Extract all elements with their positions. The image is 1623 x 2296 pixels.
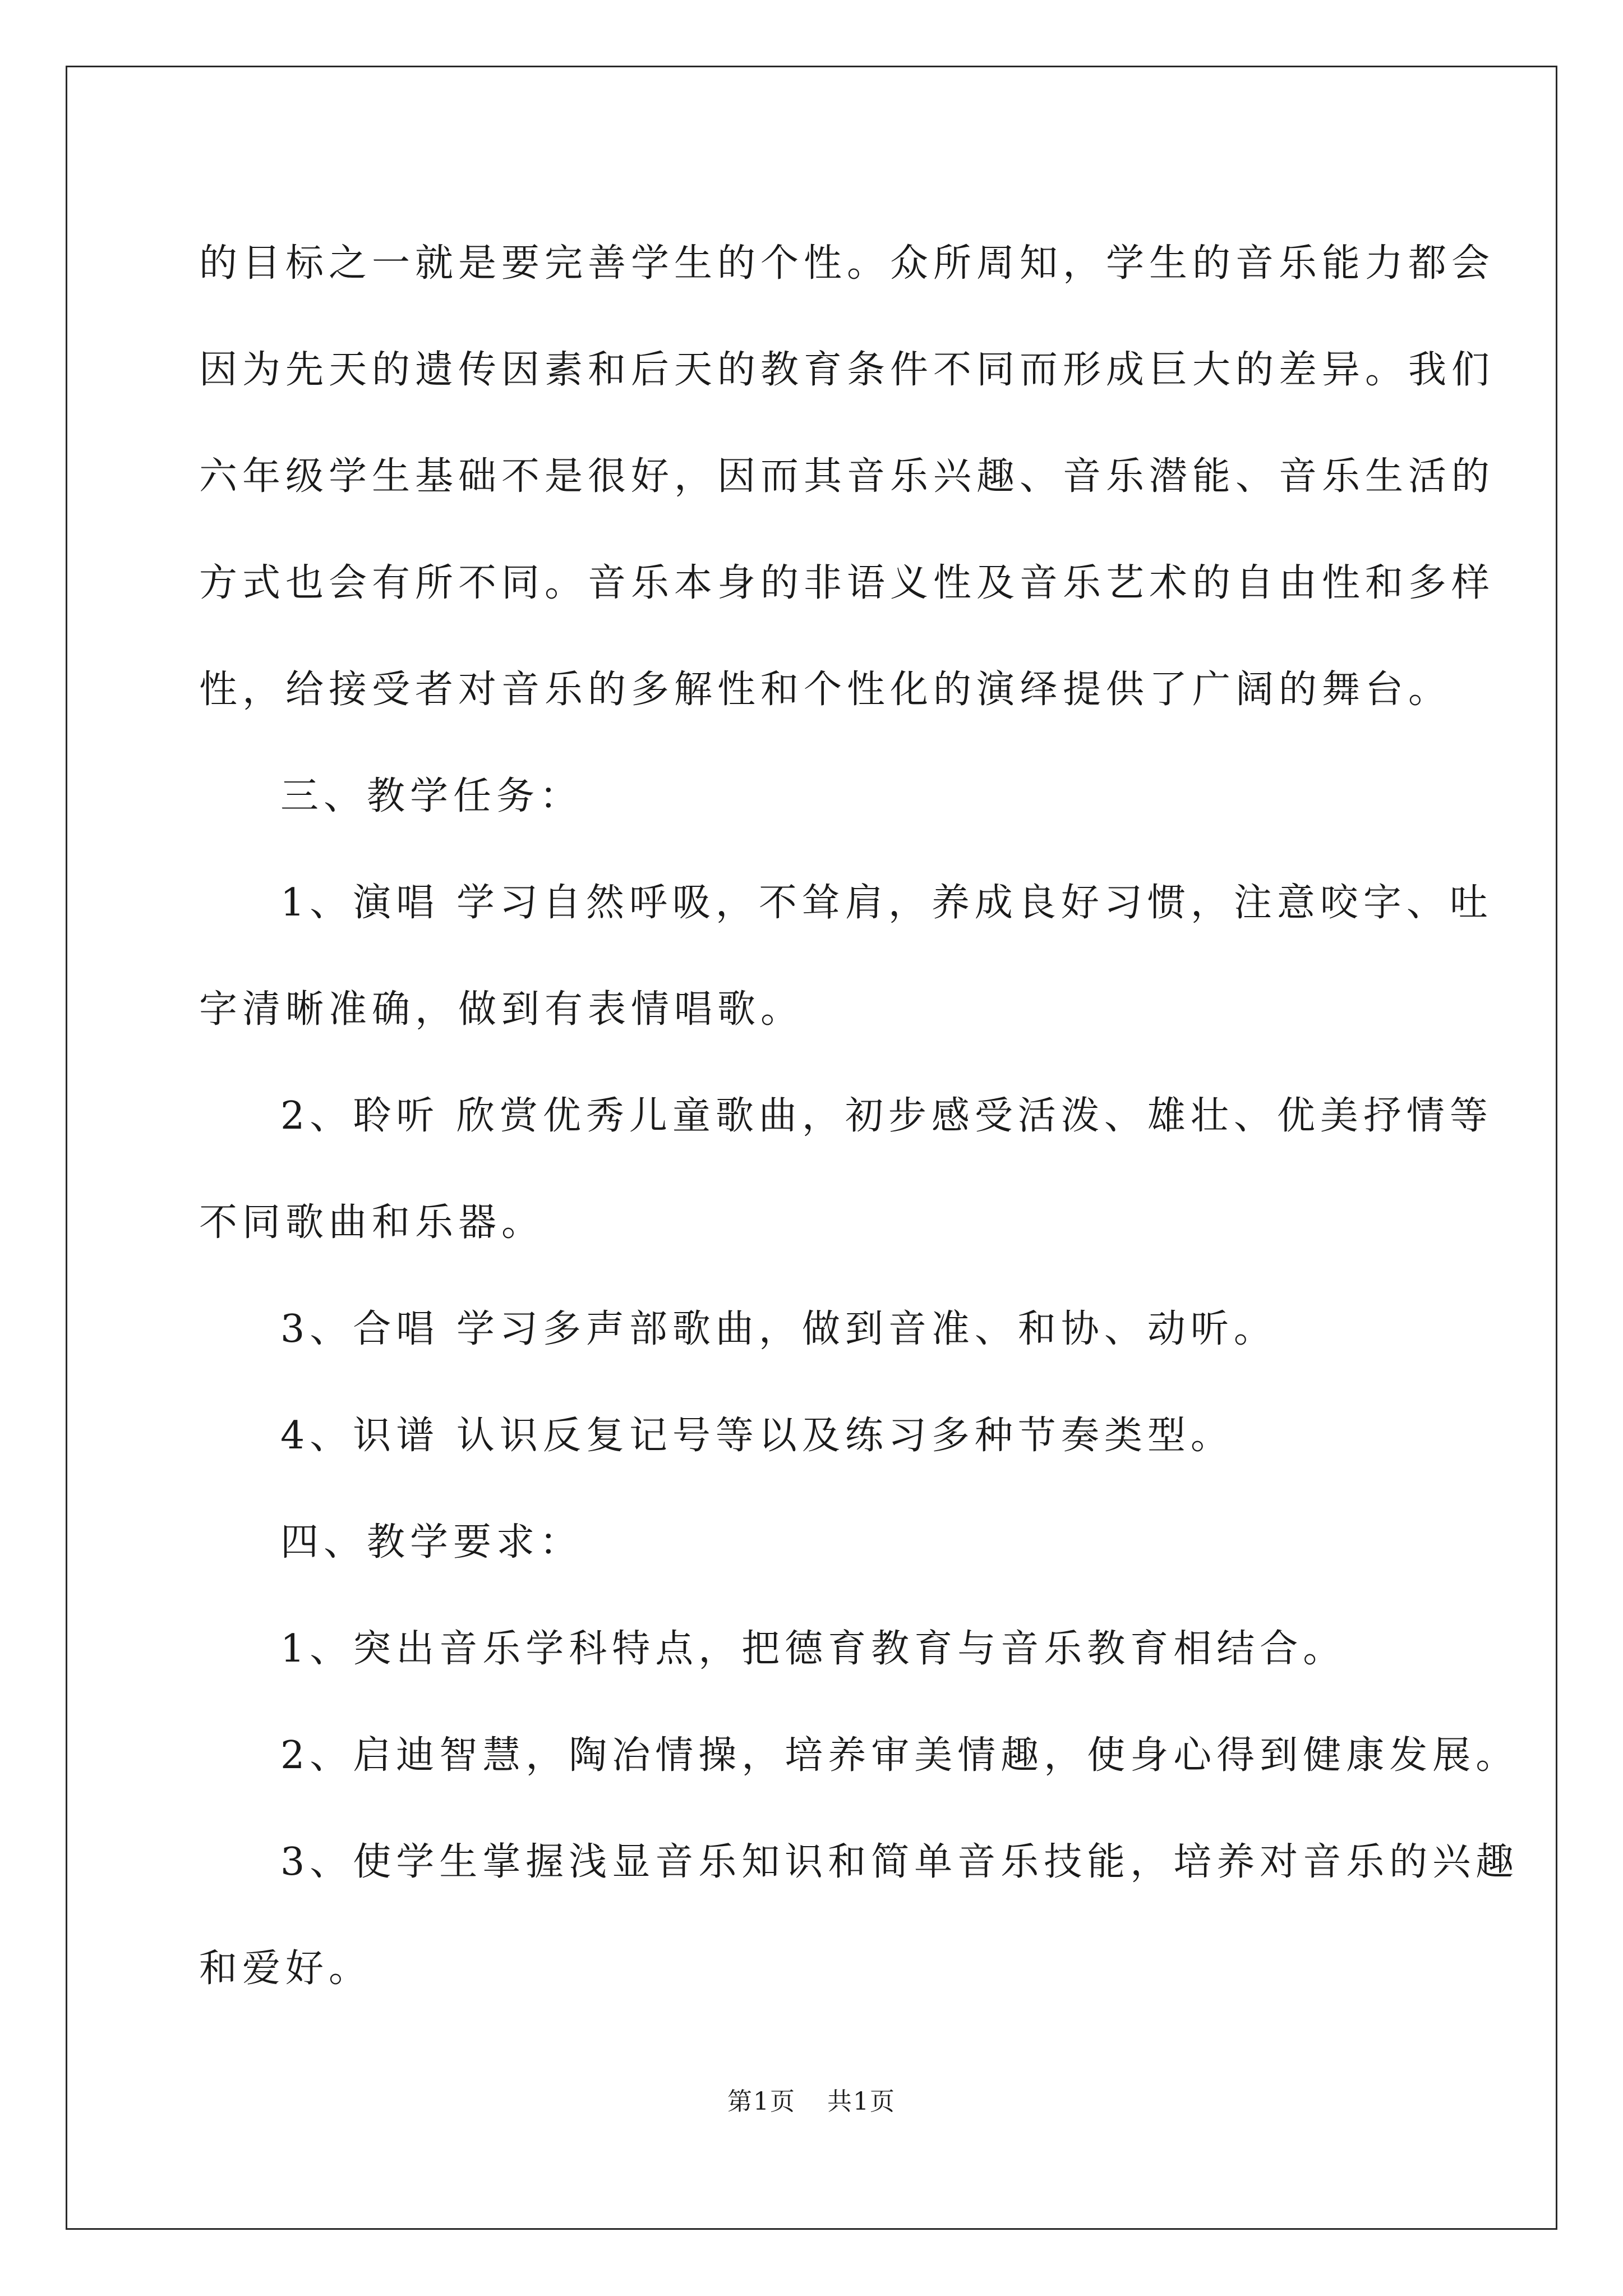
task-item-singing: 1、演唱 学习自然呼吸，不耸肩，养成良好习惯，注意咬字、吐: [280, 881, 1493, 925]
body-line: 六年级学生基础不是很好，因而其音乐兴趣、音乐潜能、音乐生活的: [199, 454, 1495, 499]
page-number: 第1页: [727, 2087, 796, 2116]
body-line: 因为先天的遗传因素和后天的教育条件不同而形成巨大的差异。我们: [199, 348, 1495, 392]
page-footer: [0, 2081, 1623, 2117]
task-item-listening: 2、聆听 欣赏优秀儿童歌曲，初步感受活泼、雄壮、优美抒情等: [280, 1094, 1493, 1138]
section-heading-tasks: 三、教学任务：: [280, 774, 583, 818]
requirement-item-3: 3、使学生掌握浅显音乐知识和简单音乐技能，培养对音乐的兴趣: [280, 1840, 1519, 1884]
body-line: 的目标之一就是要完善学生的个性。众所周知，学生的音乐能力都会: [199, 241, 1495, 286]
page-total: 共1页: [827, 2087, 896, 2116]
body-line: 方式也会有所不同。音乐本身的非语义性及音乐艺术的自由性和多样: [199, 561, 1495, 605]
task-item-singing-cont: 字清晰准确，做到有表情唱歌。: [199, 987, 804, 1032]
requirement-item-2: 2、启迪智慧，陶冶情操，培养审美情趣，使身心得到健康发展。: [280, 1733, 1519, 1778]
body-line: 性，给接受者对音乐的多解性和个性化的演绎提供了广阔的舞台。: [199, 668, 1452, 712]
requirement-item-1: 1、突出音乐学科特点，把德育教育与音乐教育相结合。: [280, 1627, 1347, 1671]
task-item-notation: 4、识谱 认识反复记号等以及练习多种节奏类型。: [280, 1414, 1234, 1458]
task-item-listening-cont: 不同歌曲和乐器。: [199, 1200, 545, 1245]
requirement-item-3-cont: 和爱好。: [199, 1947, 372, 1991]
task-item-chorus: 3、合唱 学习多声部歌曲，做到音准、和协、动听。: [280, 1307, 1277, 1351]
section-heading-requirements: 四、教学要求：: [280, 1520, 583, 1565]
document-body: [199, 210, 1519, 2022]
